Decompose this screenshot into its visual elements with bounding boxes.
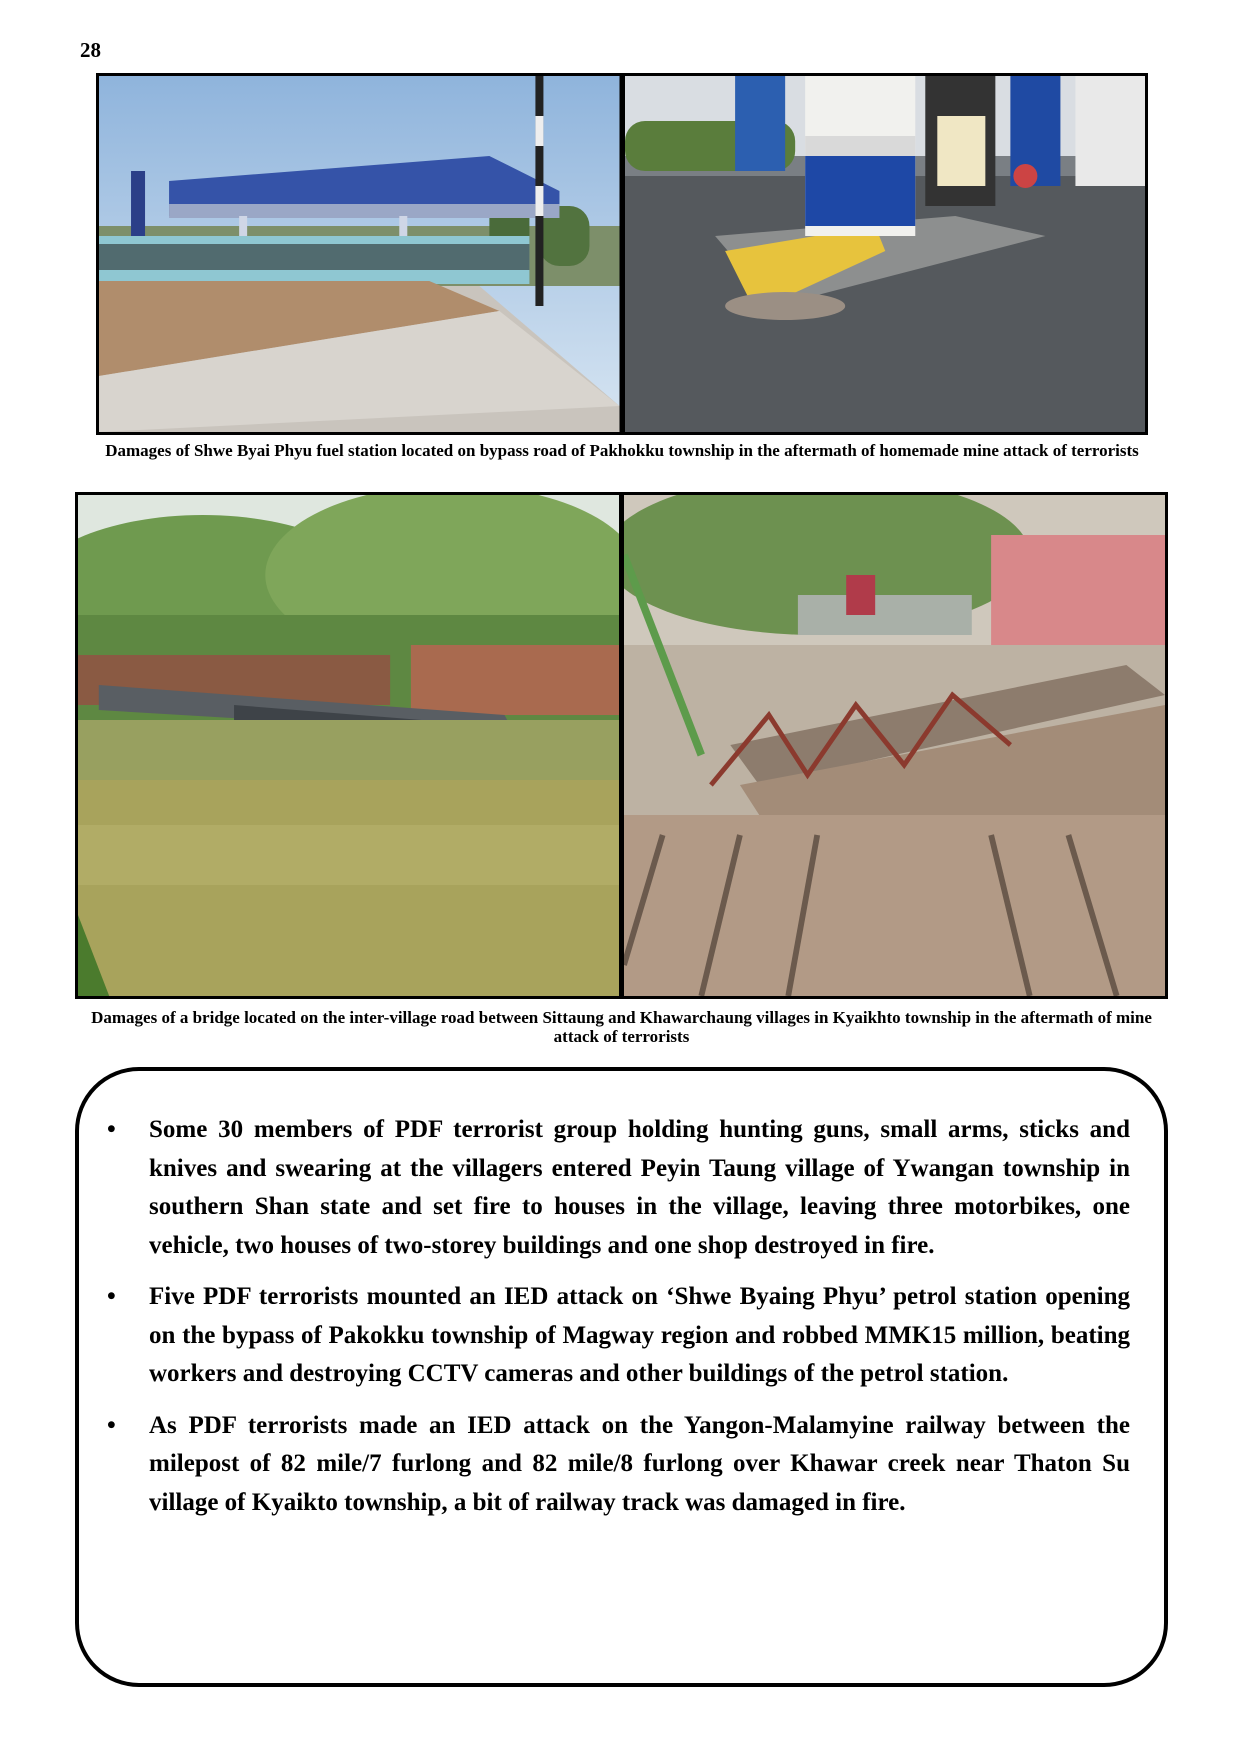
damaged-fuel-pump-photo [625, 76, 1146, 432]
bullet-icon: • [107, 1411, 116, 1439]
list-item [79, 1278, 1130, 1394]
list-item [79, 1407, 1130, 1523]
list-item [79, 1111, 1130, 1265]
figure-2-photos [75, 492, 1168, 999]
bullet-text: Some 30 members of PDF terrorist group holding hunting guns, small arms, sticks and knives and swearing at the villagers entered Peyin Taung village of Ywangan township in southern Shan state and set fire to houses in the village, leaving three motorbikes, one vehicle, two houses of two-storey buildings and one shop destroyed in fire. [149, 1116, 1130, 1259]
bullet-icon: • [107, 1283, 116, 1310]
collapsed-bridge-river-photo [78, 495, 619, 996]
bullet-list [79, 1071, 1164, 1522]
bullet-text: Five PDF terrorists mounted an IED attack on ‘Shwe Byaing Phyu’ petrol station opening on the bypass of Pakokku township of Magway region and robbed MMK15 million, beating workers and destroying CCTV cameras and other buildings of the petrol station. [149, 1283, 1130, 1387]
broken-bridge-deck-photo [624, 495, 1165, 996]
figure-1-photos [96, 73, 1148, 435]
fuel-station-exterior-photo [99, 76, 620, 432]
summary-box [75, 1067, 1168, 1687]
bullet-icon: • [107, 1116, 116, 1143]
figure-2-caption: Damages of a bridge located on the inter-village road between Sittaung and Khawarchaung villages in Kyaikhto township in the aftermath of mine attack of terrorists [91, 1008, 1152, 1046]
bullet-text: As PDF terrorists made an IED attack on the Yangon-Malamyine railway between the milepost of 82 mile/7 furlong and 82 mile/8 furlong over Khawar creek near Thaton Su village of Kyaikto township, a bit of railway track was damaged in fire. [149, 1411, 1130, 1516]
figure-1-caption: Damages of Shwe Byai Phyu fuel station located on bypass road of Pakhokku township in the aftermath of homemade mine attack of terrorists [105, 441, 1139, 460]
page-number: 28 [80, 38, 101, 62]
